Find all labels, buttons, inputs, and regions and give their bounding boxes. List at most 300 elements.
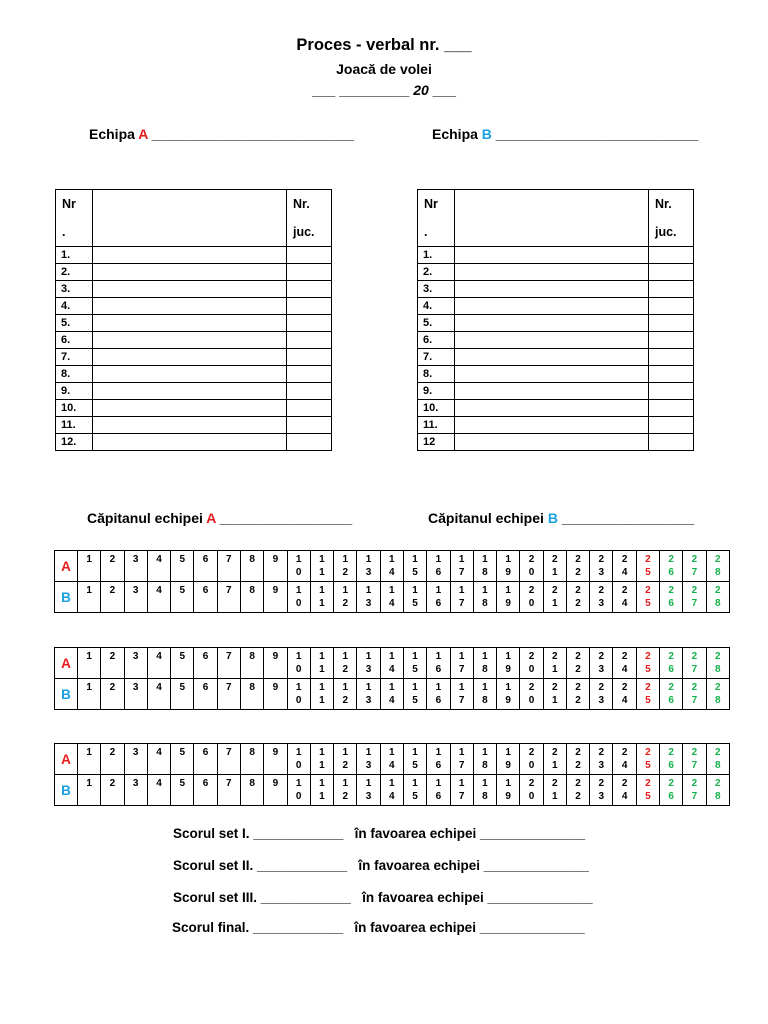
score-point-digit: 3: [365, 664, 372, 675]
score-point-cell[interactable]: [450, 775, 473, 806]
score-point-cell[interactable]: [706, 775, 729, 806]
score-point-cell[interactable]: [240, 648, 263, 679]
score-point-cell[interactable]: [543, 775, 566, 806]
score-point-cell[interactable]: [706, 582, 729, 613]
score-point-cell[interactable]: [287, 582, 310, 613]
score-point-cell[interactable]: [124, 648, 147, 679]
score-point-cell[interactable]: [450, 744, 473, 775]
player-name-cell[interactable]: [93, 247, 287, 264]
score-point-cell[interactable]: [78, 648, 101, 679]
score-point-cell[interactable]: [310, 551, 333, 582]
score-point-cell[interactable]: [683, 551, 706, 582]
player-name-cell[interactable]: [93, 281, 287, 298]
player-name-cell[interactable]: [93, 298, 287, 315]
score-point-cell[interactable]: [357, 679, 380, 710]
score-point-cell[interactable]: [101, 648, 124, 679]
score-point-cell[interactable]: [613, 679, 636, 710]
score-point-cell[interactable]: [613, 744, 636, 775]
player-number-cell[interactable]: [287, 400, 332, 417]
score-point-cell[interactable]: [613, 582, 636, 613]
score-point-cell[interactable]: [636, 648, 659, 679]
score-point-cell[interactable]: [171, 679, 194, 710]
score-point-cell[interactable]: [450, 679, 473, 710]
score-point-cell[interactable]: [78, 775, 101, 806]
score-point-cell[interactable]: [683, 648, 706, 679]
score-point-digit: 2: [645, 585, 651, 596]
player-name-cell[interactable]: [93, 264, 287, 281]
score-point-cell[interactable]: [520, 679, 543, 710]
score-point-digit: 5: [412, 791, 418, 802]
result-score-field[interactable]: ____________: [249, 826, 344, 841]
score-point-cell[interactable]: [101, 775, 124, 806]
score-point-digit: 2: [575, 664, 581, 675]
score-point-cell[interactable]: [124, 744, 147, 775]
roster-table-b: [417, 189, 694, 451]
score-point-cell[interactable]: [334, 648, 357, 679]
roster-header-juc: [287, 190, 332, 247]
score-point-cell[interactable]: [660, 679, 683, 710]
result-set-2: [173, 858, 589, 873]
score-point-cell[interactable]: [403, 582, 426, 613]
roster-row: [418, 247, 694, 264]
score-point-number: [497, 553, 519, 579]
player-number-cell[interactable]: [287, 417, 332, 434]
score-point-cell[interactable]: [264, 679, 287, 710]
score-point-number: [660, 650, 682, 676]
score-point-cell[interactable]: [427, 648, 450, 679]
player-name-cell[interactable]: [455, 366, 649, 383]
score-point-digit: 2: [645, 747, 651, 758]
score-point-cell[interactable]: [264, 551, 287, 582]
score-point-cell[interactable]: [473, 679, 496, 710]
score-point-cell[interactable]: [566, 648, 589, 679]
player-name-cell[interactable]: [93, 349, 287, 366]
score-point-cell[interactable]: [636, 744, 659, 775]
score-point-cell[interactable]: [543, 744, 566, 775]
score-point-cell[interactable]: [473, 744, 496, 775]
score-point-number: 3: [132, 585, 139, 596]
roster-header-juc: [649, 190, 694, 247]
score-point-cell[interactable]: [450, 582, 473, 613]
score-point-cell[interactable]: [566, 679, 589, 710]
player-number-cell[interactable]: [649, 281, 694, 298]
score-point-digit: 1: [319, 585, 325, 596]
player-name-cell[interactable]: [93, 315, 287, 332]
player-number-cell[interactable]: [287, 434, 332, 451]
score-point-cell[interactable]: [264, 648, 287, 679]
score-point-cell[interactable]: [660, 744, 683, 775]
score-point-cell[interactable]: [124, 775, 147, 806]
player-name-cell[interactable]: [455, 349, 649, 366]
score-point-cell[interactable]: [543, 679, 566, 710]
score-point-cell[interactable]: [101, 582, 124, 613]
score-point-number: 6: [202, 682, 209, 693]
score-point-cell[interactable]: [287, 744, 310, 775]
player-number-cell[interactable]: [287, 264, 332, 281]
score-point-cell[interactable]: [427, 744, 450, 775]
score-point-cell[interactable]: [147, 582, 170, 613]
score-point-cell[interactable]: [660, 648, 683, 679]
score-point-cell[interactable]: [240, 775, 263, 806]
score-point-cell[interactable]: [124, 582, 147, 613]
score-point-cell[interactable]: [380, 679, 403, 710]
score-point-cell[interactable]: [357, 775, 380, 806]
score-point-cell[interactable]: [660, 551, 683, 582]
score-point-number: 7: [226, 778, 232, 789]
score-point-cell[interactable]: [78, 744, 101, 775]
player-name-cell[interactable]: [93, 332, 287, 349]
score-point-number: 3: [132, 554, 139, 565]
score-point-digit: 2: [621, 554, 628, 565]
score-point-cell[interactable]: [334, 775, 357, 806]
score-point-cell[interactable]: [78, 551, 101, 582]
score-point-cell[interactable]: [171, 744, 194, 775]
score-point-cell[interactable]: [124, 551, 147, 582]
score-point-cell[interactable]: [147, 551, 170, 582]
result-team-field[interactable]: ______________: [476, 826, 586, 841]
roster-row: [418, 366, 694, 383]
score-point-number: [613, 681, 635, 707]
score-point-cell[interactable]: [357, 582, 380, 613]
score-point-cell[interactable]: [194, 648, 217, 679]
player-name-cell[interactable]: [93, 434, 287, 451]
score-point-cell[interactable]: [683, 679, 706, 710]
player-name-cell[interactable]: [93, 400, 287, 417]
team-a-name-field[interactable]: __________________________: [147, 126, 355, 142]
player-number-cell[interactable]: [649, 298, 694, 315]
score-point-cell[interactable]: [566, 744, 589, 775]
result-score-field[interactable]: ____________: [257, 890, 351, 905]
player-number-cell[interactable]: [287, 349, 332, 366]
score-point-cell[interactable]: [706, 679, 729, 710]
player-number-cell[interactable]: [287, 281, 332, 298]
score-point-cell[interactable]: [590, 679, 613, 710]
player-number-cell[interactable]: [649, 417, 694, 434]
score-point-cell[interactable]: [380, 744, 403, 775]
player-name-cell[interactable]: [93, 417, 287, 434]
score-point-cell[interactable]: [660, 775, 683, 806]
score-point-cell[interactable]: [403, 775, 426, 806]
score-point-cell[interactable]: [287, 648, 310, 679]
score-point-cell[interactable]: [706, 551, 729, 582]
score-grid-set-3: [54, 743, 730, 806]
score-point-cell[interactable]: [566, 775, 589, 806]
player-name-cell[interactable]: [455, 264, 649, 281]
score-point-cell[interactable]: [217, 648, 240, 679]
score-point-cell[interactable]: [497, 679, 520, 710]
score-point-cell[interactable]: [543, 551, 566, 582]
captain-a-name-field[interactable]: _________________: [215, 510, 353, 526]
score-point-digit: 8: [482, 695, 488, 706]
score-point-cell[interactable]: [706, 648, 729, 679]
score-point-cell[interactable]: [566, 582, 589, 613]
score-point-cell[interactable]: [450, 648, 473, 679]
score-point-cell[interactable]: [590, 551, 613, 582]
result-team-field[interactable]: ______________: [475, 920, 585, 935]
score-point-cell[interactable]: [194, 744, 217, 775]
score-point-digit: 2: [528, 651, 535, 662]
score-point-number: 1: [86, 778, 92, 789]
score-point-digit: 1: [435, 651, 442, 662]
score-point-cell[interactable]: [473, 775, 496, 806]
score-point-cell[interactable]: [217, 551, 240, 582]
score-point-cell[interactable]: [590, 582, 613, 613]
score-point-digit: 2: [598, 651, 605, 662]
score-point-cell[interactable]: [101, 551, 124, 582]
player-number-cell[interactable]: [287, 298, 332, 315]
score-point-cell[interactable]: [497, 744, 520, 775]
score-point-digit: 8: [715, 791, 721, 802]
player-name-cell[interactable]: [455, 383, 649, 400]
score-point-cell[interactable]: [240, 744, 263, 775]
score-point-cell[interactable]: [334, 582, 357, 613]
score-point-cell[interactable]: [520, 744, 543, 775]
score-point-cell[interactable]: [264, 775, 287, 806]
score-point-cell[interactable]: [334, 744, 357, 775]
score-point-digit: 8: [482, 567, 488, 578]
score-point-cell[interactable]: [520, 775, 543, 806]
player-name-cell[interactable]: [455, 332, 649, 349]
player-number-cell[interactable]: [287, 366, 332, 383]
score-point-cell[interactable]: [334, 679, 357, 710]
score-point-cell[interactable]: [380, 775, 403, 806]
score-point-cell[interactable]: [194, 775, 217, 806]
date-blank-prefix[interactable]: ___ _________: [311, 82, 410, 98]
player-number-cell[interactable]: [287, 247, 332, 264]
score-point-digit: 2: [551, 651, 558, 662]
player-number-cell[interactable]: [649, 400, 694, 417]
score-point-cell[interactable]: [334, 551, 357, 582]
player-number-cell[interactable]: [287, 332, 332, 349]
player-name-cell[interactable]: [455, 417, 649, 434]
score-point-cell[interactable]: [240, 582, 263, 613]
score-point-digit: 8: [482, 598, 488, 609]
score-point-cell[interactable]: [683, 582, 706, 613]
score-point-cell[interactable]: [497, 551, 520, 582]
score-point-cell[interactable]: [427, 679, 450, 710]
score-point-cell[interactable]: [613, 551, 636, 582]
score-point-digit: 2: [575, 695, 581, 706]
score-point-digit: 0: [295, 695, 302, 706]
score-point-cell[interactable]: [636, 551, 659, 582]
score-point-cell[interactable]: [403, 551, 426, 582]
score-point-cell[interactable]: [427, 775, 450, 806]
score-point-cell[interactable]: [217, 679, 240, 710]
player-name-cell[interactable]: [455, 298, 649, 315]
score-point-digit: 4: [621, 664, 628, 675]
score-point-cell[interactable]: [590, 775, 613, 806]
score-point-cell[interactable]: [171, 582, 194, 613]
player-number-cell[interactable]: [287, 383, 332, 400]
score-point-cell[interactable]: [147, 679, 170, 710]
score-point-number: [567, 777, 589, 803]
score-point-cell[interactable]: [403, 648, 426, 679]
player-name-cell[interactable]: [455, 400, 649, 417]
date-line: [0, 82, 768, 98]
score-point-number: 4: [156, 747, 162, 758]
score-point-cell[interactable]: [636, 679, 659, 710]
score-point-cell[interactable]: [357, 744, 380, 775]
player-name-cell[interactable]: [455, 315, 649, 332]
score-point-number: [451, 584, 473, 610]
score-point-cell[interactable]: [497, 775, 520, 806]
score-point-cell[interactable]: [171, 551, 194, 582]
score-point-number: [474, 681, 496, 707]
score-point-cell[interactable]: [310, 582, 333, 613]
player-number-cell[interactable]: [649, 315, 694, 332]
score-point-cell[interactable]: [473, 582, 496, 613]
score-point-cell[interactable]: [520, 551, 543, 582]
result-team-field[interactable]: ______________: [483, 890, 593, 905]
score-point-cell[interactable]: [147, 775, 170, 806]
score-point-cell[interactable]: [194, 582, 217, 613]
score-point-digit: 1: [295, 554, 302, 565]
score-point-cell[interactable]: [194, 679, 217, 710]
score-point-digit: 5: [645, 760, 651, 771]
score-point-cell[interactable]: [194, 551, 217, 582]
player-number-cell[interactable]: [649, 332, 694, 349]
score-point-cell[interactable]: [590, 744, 613, 775]
roster-row: [56, 417, 332, 434]
score-point-cell[interactable]: [636, 582, 659, 613]
date-blank-suffix[interactable]: ___: [432, 82, 457, 98]
score-point-number: [590, 746, 612, 772]
score-point-number: [474, 650, 496, 676]
score-point-cell[interactable]: [427, 551, 450, 582]
score-point-cell[interactable]: [78, 679, 101, 710]
score-point-digit: 0: [295, 598, 302, 609]
result-team-field[interactable]: ______________: [479, 858, 589, 873]
player-name-cell[interactable]: [93, 366, 287, 383]
score-point-digit: 2: [715, 651, 721, 662]
score-point-cell[interactable]: [473, 648, 496, 679]
score-point-cell[interactable]: [380, 582, 403, 613]
score-point-cell[interactable]: [613, 775, 636, 806]
score-point-digit: 1: [412, 682, 418, 693]
score-point-number: [357, 584, 379, 610]
score-point-cell[interactable]: [264, 744, 287, 775]
score-point-cell[interactable]: [124, 679, 147, 710]
roster-header-nr-line2: .: [424, 225, 428, 239]
score-point-digit: 1: [551, 664, 558, 675]
score-point-cell[interactable]: [240, 679, 263, 710]
score-point-cell[interactable]: [636, 775, 659, 806]
player-number-cell[interactable]: [649, 264, 694, 281]
roster-header-name: [93, 190, 287, 247]
score-point-cell[interactable]: [78, 582, 101, 613]
score-point-cell[interactable]: [171, 648, 194, 679]
score-point-cell[interactable]: [683, 744, 706, 775]
score-point-number: [404, 650, 426, 676]
score-point-cell[interactable]: [287, 679, 310, 710]
score-point-cell[interactable]: [520, 582, 543, 613]
score-point-cell[interactable]: [357, 648, 380, 679]
score-point-cell[interactable]: [217, 744, 240, 775]
score-point-digit: 2: [598, 778, 605, 789]
score-point-cell[interactable]: [520, 648, 543, 679]
score-point-cell[interactable]: [380, 648, 403, 679]
score-point-cell[interactable]: [473, 551, 496, 582]
score-point-cell[interactable]: [147, 648, 170, 679]
player-number-cell[interactable]: [649, 383, 694, 400]
score-point-cell[interactable]: [310, 744, 333, 775]
score-point-cell[interactable]: [497, 582, 520, 613]
player-name-cell[interactable]: [455, 434, 649, 451]
score-point-cell[interactable]: [287, 551, 310, 582]
score-point-cell[interactable]: [403, 679, 426, 710]
score-point-digit: 2: [691, 682, 698, 693]
score-point-cell[interactable]: [450, 551, 473, 582]
score-point-digit: 1: [365, 585, 372, 596]
score-point-number: [357, 650, 379, 676]
score-point-cell[interactable]: [380, 551, 403, 582]
score-point-cell[interactable]: [310, 679, 333, 710]
score-point-digit: 2: [691, 651, 698, 662]
score-point-cell[interactable]: [287, 775, 310, 806]
player-name-cell[interactable]: [93, 383, 287, 400]
captain-b-name-field[interactable]: _________________: [557, 510, 695, 526]
player-name-cell[interactable]: [455, 247, 649, 264]
score-point-number: 1: [86, 651, 92, 662]
score-point-digit: 2: [691, 585, 698, 596]
player-number-cell[interactable]: [649, 349, 694, 366]
score-point-cell[interactable]: [217, 775, 240, 806]
score-point-cell[interactable]: [264, 582, 287, 613]
score-point-number: [637, 746, 659, 772]
player-number-cell[interactable]: [649, 366, 694, 383]
score-point-cell[interactable]: [543, 582, 566, 613]
score-point-cell[interactable]: [240, 551, 263, 582]
player-number-cell[interactable]: [649, 434, 694, 451]
score-point-digit: 9: [505, 695, 511, 706]
result-score-field[interactable]: ____________: [253, 858, 348, 873]
score-point-cell[interactable]: [217, 582, 240, 613]
player-number-cell[interactable]: [287, 315, 332, 332]
score-point-cell[interactable]: [683, 775, 706, 806]
score-point-cell[interactable]: [357, 551, 380, 582]
score-point-cell[interactable]: [310, 775, 333, 806]
score-point-number: 2: [109, 747, 116, 758]
score-point-digit: 1: [295, 778, 302, 789]
score-point-cell[interactable]: [497, 648, 520, 679]
result-label: Scorul set II.: [173, 858, 254, 873]
score-point-cell[interactable]: [590, 648, 613, 679]
score-point-cell[interactable]: [613, 648, 636, 679]
roster-header-row: [418, 190, 694, 247]
score-point-cell[interactable]: [566, 551, 589, 582]
team-b-name-field[interactable]: __________________________: [491, 126, 699, 142]
score-point-cell[interactable]: [147, 744, 170, 775]
score-point-cell[interactable]: [171, 775, 194, 806]
score-point-cell[interactable]: [706, 744, 729, 775]
player-number-cell[interactable]: [649, 247, 694, 264]
result-score-field[interactable]: ____________: [249, 920, 344, 935]
score-point-digit: 6: [435, 695, 442, 706]
score-point-cell[interactable]: [403, 744, 426, 775]
score-point-number: 7: [226, 747, 232, 758]
score-point-cell[interactable]: [101, 744, 124, 775]
score-point-number: [707, 584, 729, 610]
score-point-cell[interactable]: [660, 582, 683, 613]
score-point-cell[interactable]: [310, 648, 333, 679]
score-point-digit: 1: [482, 747, 488, 758]
score-point-cell[interactable]: [101, 679, 124, 710]
score-point-cell[interactable]: [427, 582, 450, 613]
score-point-cell[interactable]: [543, 648, 566, 679]
score-point-number: [357, 553, 379, 579]
player-name-cell[interactable]: [455, 281, 649, 298]
score-point-number: 3: [132, 778, 139, 789]
